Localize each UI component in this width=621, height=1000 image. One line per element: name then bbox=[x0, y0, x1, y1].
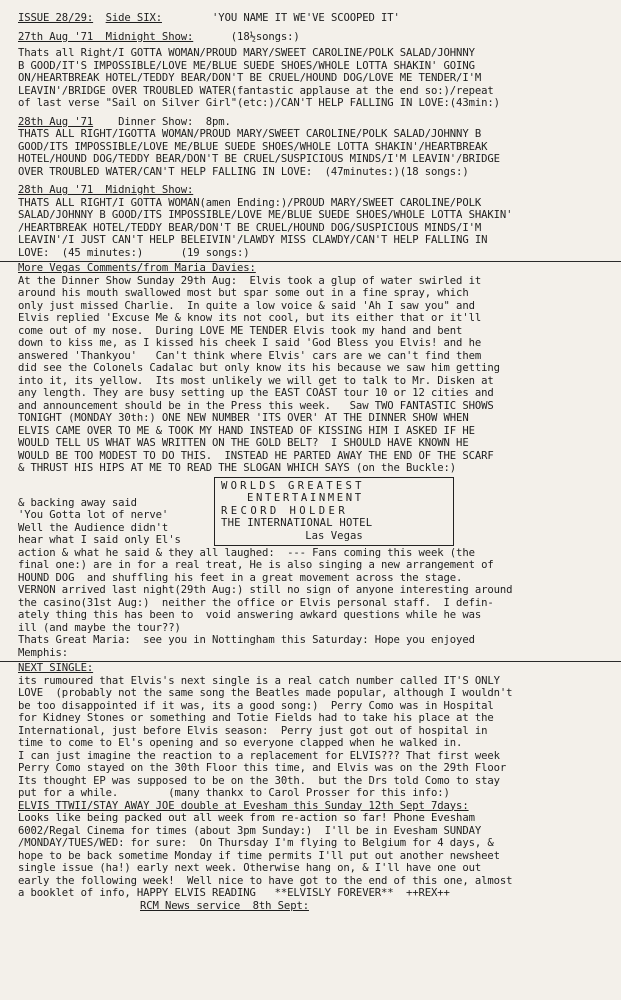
side-label: Side SIX: bbox=[105, 12, 162, 24]
text-line: Looks like being packed out all week from re-action so far! Phone Evesham bbox=[18, 812, 475, 824]
text-line: Elvis replied 'Excuse Me & know its not cool, but its either that or it'll bbox=[18, 312, 482, 324]
text-line: hear what I said only El's bbox=[18, 534, 181, 546]
text-line: any length. They are busy setting up the EAST COAST tour 10 or 12 cities and bbox=[18, 387, 494, 399]
text-line: TONIGHT (MONDAY 30th:) ONE NEW NUMBER 'ITS OVER' AT THE DINNER SHOW WHEN bbox=[18, 412, 469, 424]
text-line: a booklet of info, HAPPY ELVIS READING **ELVISLY FOREVER** ++REX++ bbox=[18, 887, 450, 899]
text-line: Thats Great Maria: see you in Nottingham this Saturday: Hope you enjoyed bbox=[18, 634, 475, 646]
text-line: Perry Como stayed on the 30th Floor this time, and Elvis was on the 29th Floor bbox=[18, 762, 507, 774]
text-line: early the following week! Well nice to have got to the end of this one, almost bbox=[18, 874, 513, 887]
single-body bbox=[18, 675, 605, 800]
text-line: SALAD/JOHNNY B GOOD/ITS IMPOSSIBLE/LOVE ME/BLUE SUEDE SHOES/WHOLE LOTTA SHAKIN' bbox=[18, 209, 513, 221]
text-line: LEAVIN'/BRIDGE OVER TROUBLED WATER(fantastic applause at the end so:)/repeat bbox=[18, 84, 494, 97]
text-line: around his mouth swallowed most but spar some out in a fine spray, which bbox=[18, 287, 469, 299]
text-line: At the Dinner Show Sunday 29th Aug: Elvis took a glup of water swirled it bbox=[18, 274, 482, 287]
show2-heading bbox=[18, 116, 605, 129]
text-line: THATS ALL RIGHT/I GOTTA WOMAN(amen Ending:)/PROUD MARY/SWEET CAROLINE/POLK bbox=[18, 196, 482, 209]
text-line: for Kidney Stones or something and Totie Fields had to take his place at the bbox=[18, 712, 494, 724]
buckle-side-text bbox=[18, 477, 214, 547]
text-line: & THRUST HIS HIPS AT ME TO READ THE SLOGAN WHICH SAYS (on the Buckle:) bbox=[18, 462, 457, 474]
text-line: LOVE (probably not the same song the Beatles made popular, although I wouldn't bbox=[18, 687, 513, 699]
text-line: ately thing this has been to void answering awkard questions while he was bbox=[18, 609, 482, 621]
text-line: HOUND DOG and shuffling his feet in a great movement across the stage. bbox=[18, 571, 463, 584]
text-line: answered 'Thankyou' Can't think where Elvis' cars are we can't find them bbox=[18, 349, 482, 362]
signoff: RCM News service 8th Sept: bbox=[140, 899, 309, 912]
text-line: & backing away said bbox=[18, 496, 137, 509]
text-line: into it, its yellow. Its most unlikely we will get to talk to Mr. Disken at bbox=[18, 374, 494, 387]
text-line: ON/HEARTBREAK HOTEL/TEDDY BEAR/DON'T BE CRUEL/HOUND DOG/LOVE ME TENDER/I'M bbox=[18, 72, 482, 84]
buckle-line: ENTERTAINMENT bbox=[247, 492, 364, 504]
show2-title: 28th Aug '71 bbox=[18, 115, 94, 128]
text-line: OVER TROUBLED WATER/CAN'T HELP FALLING IN LOVE: (47minutes:)(18 songs:) bbox=[18, 165, 469, 178]
text-line: hope to be back sometime Monday if time permits I'll put out another newsheet bbox=[18, 849, 500, 862]
show3-setlist bbox=[18, 197, 605, 260]
buckle-slogan-box bbox=[214, 477, 454, 547]
text-line: B GOOD/IT'S IMPOSSIBLE/LOVE ME/BLUE SUEDE SHOES/WHOLE LOTTA SHAKIN' GOING bbox=[18, 59, 475, 72]
text-line: of last verse "Sail on Silver Girl"(etc:)/CAN'T HELP FALLING IN LOVE:(43min:) bbox=[18, 97, 500, 109]
vegas-body-continued bbox=[18, 547, 605, 660]
buckle-line: THE INTERNATIONAL HOTEL bbox=[221, 517, 373, 529]
text-line: only just missed Charlie. In quite a low voice & said 'Ah I saw you" and bbox=[18, 299, 475, 312]
text-line: put for a while. (many thankx to Carol Prosser for this info:) bbox=[18, 787, 450, 799]
text-line: Thats all Right/I GOTTA WOMAN/PROUD MARY/SWEET CAROLINE/POLK SALAD/JOHNNY bbox=[18, 47, 475, 59]
text-line: ill (and maybe the tour??) bbox=[18, 621, 181, 634]
vegas-body bbox=[18, 275, 605, 475]
text-line: 6002/Regal Cinema for times (about 3pm Sunday:) I'll be in Evesham SUNDAY bbox=[18, 824, 482, 837]
show1-count: (18½songs:) bbox=[230, 30, 300, 43]
text-line: /HEARTBREAK HOTEL/TEDDY BEAR/DON'T BE CRUEL/HOUND DOG/SUSPICIOUS MINDS/I'M bbox=[18, 221, 482, 234]
text-line: GOOD/ITS IMPOSSIBLE/LOVE ME/BLUE SUEDE SHOES/WHOLE LOTTA SHAKIN'/HEARTBREAK bbox=[18, 140, 488, 153]
text-line: Its thought EP was supposed to be on the 30th. but the Drs told Como to stay bbox=[18, 774, 500, 787]
text-line: Memphis: bbox=[18, 646, 69, 659]
text-line: ELVIS CAME OVER TO ME & TOOK MY HAND INSTEAD OF KISSING HIM I ASKED IF HE bbox=[18, 424, 475, 437]
show1-heading bbox=[18, 31, 605, 44]
buckle-line: WORLDS GREATEST bbox=[221, 479, 365, 492]
show3-title: 28th Aug '71 Midnight Show: bbox=[18, 184, 194, 196]
text-line: Well the Audience didn't bbox=[18, 521, 169, 534]
show1-title: 27th Aug '71 Midnight Show: bbox=[18, 30, 194, 43]
text-line: final one:) are in for a real treat, He is also singing a new arrangement of bbox=[18, 559, 494, 571]
text-line: come out of my nose. During LOVE ME TENDER Elvis took my hand and bent bbox=[18, 324, 463, 337]
buckle-row bbox=[18, 477, 605, 547]
buckle-line: Las Vegas bbox=[305, 529, 363, 542]
text-line: ELVIS TTWII/STAY AWAY JOE double at Evesham this Sunday 12th Sept 7days: bbox=[18, 799, 469, 812]
text-line: be too disappointed if it was, its a good song:) Perry Como was in Hospital bbox=[18, 699, 494, 712]
issue-number: ISSUE 28/29: bbox=[18, 12, 94, 24]
text-line: I can just imagine the reaction to a replacement for ELVIS??? That first week bbox=[18, 749, 500, 762]
text-line: the casino(31st Aug:) neither the office or Elvis personal staff. I defin- bbox=[18, 596, 494, 609]
text-line: time to come to El's opening and so everyone clapped when he walked in. bbox=[18, 737, 463, 749]
text-line: WOULD TELL US WHAT WAS WRITTEN ON THE GOLD BELT? I SHOULD HAVE KNOWN HE bbox=[18, 437, 469, 449]
text-line: 'You Gotta lot of nerve' bbox=[18, 509, 169, 521]
text-line: single issue (ha!) early next week. Otherwise hang on, & I'll have one out bbox=[18, 862, 482, 874]
show2-setlist bbox=[18, 128, 605, 178]
text-line: /MONDAY/TUES/WED: for sure: On Thursday I'm flying to Belgium for 4 days, & bbox=[18, 837, 494, 849]
text-line: its rumoured that Elvis's next single is a real catch number called IT'S ONLY bbox=[18, 674, 500, 687]
text-line: HOTEL/HOUND DOG/TEDDY BEAR/DON'T BE CRUEL/SUSPICIOUS MINDS/I'M LEAVIN'/BRIDGE bbox=[18, 153, 500, 165]
text-line: THATS ALL RIGHT/IGOTTA WOMAN/PROUD MARY/SWEET CAROLINE/POLK SALAD/JOHNNY B bbox=[18, 128, 482, 140]
buckle-line: RECORD HOLDER bbox=[221, 504, 349, 517]
text-line: did see the Colonels Cadalac but only know its his because we saw him getting bbox=[18, 362, 500, 374]
text-line: action & what he said & they all laughed: --- Fans coming this week (the bbox=[18, 546, 475, 559]
text-line: down to kiss me, as I kissed his cheek I said 'God Bless you Elvis! and he bbox=[18, 337, 482, 349]
text-line: LOVE: (45 minutes:) (19 songs:) bbox=[18, 246, 250, 259]
text-line: and announcement should be in the Press this week. Saw TWO FANTASTIC SHOWS bbox=[18, 399, 494, 412]
text-line: VERNON arrived last night(29th Aug:) still no sign of anyone interesting around bbox=[18, 584, 513, 596]
text-line: International, just before Elvis season: Perry just got out of hospital in bbox=[18, 724, 488, 737]
single-title: NEXT SINGLE: bbox=[18, 662, 94, 674]
show2-subtitle: Dinner Show: 8pm. bbox=[118, 115, 231, 128]
text-line: WOULD BE TOO MODEST TO DO THIS. INSTEAD HE PARTED AWAY THE END OF THE SCARF bbox=[18, 449, 494, 462]
text-line: LEAVIN'/I JUST CAN'T HELP BELEIVIN'/LAWDY MISS CLAWDY/CAN'T HELP FALLING IN bbox=[18, 234, 488, 246]
vegas-title: More Vegas Comments/from Maria Davies: bbox=[18, 262, 256, 274]
header-slogan: 'YOU NAME IT WE'VE SCOOPED IT' bbox=[212, 12, 400, 24]
issue-header bbox=[18, 12, 605, 25]
evesham-body bbox=[18, 800, 605, 913]
show1-setlist bbox=[18, 47, 605, 110]
